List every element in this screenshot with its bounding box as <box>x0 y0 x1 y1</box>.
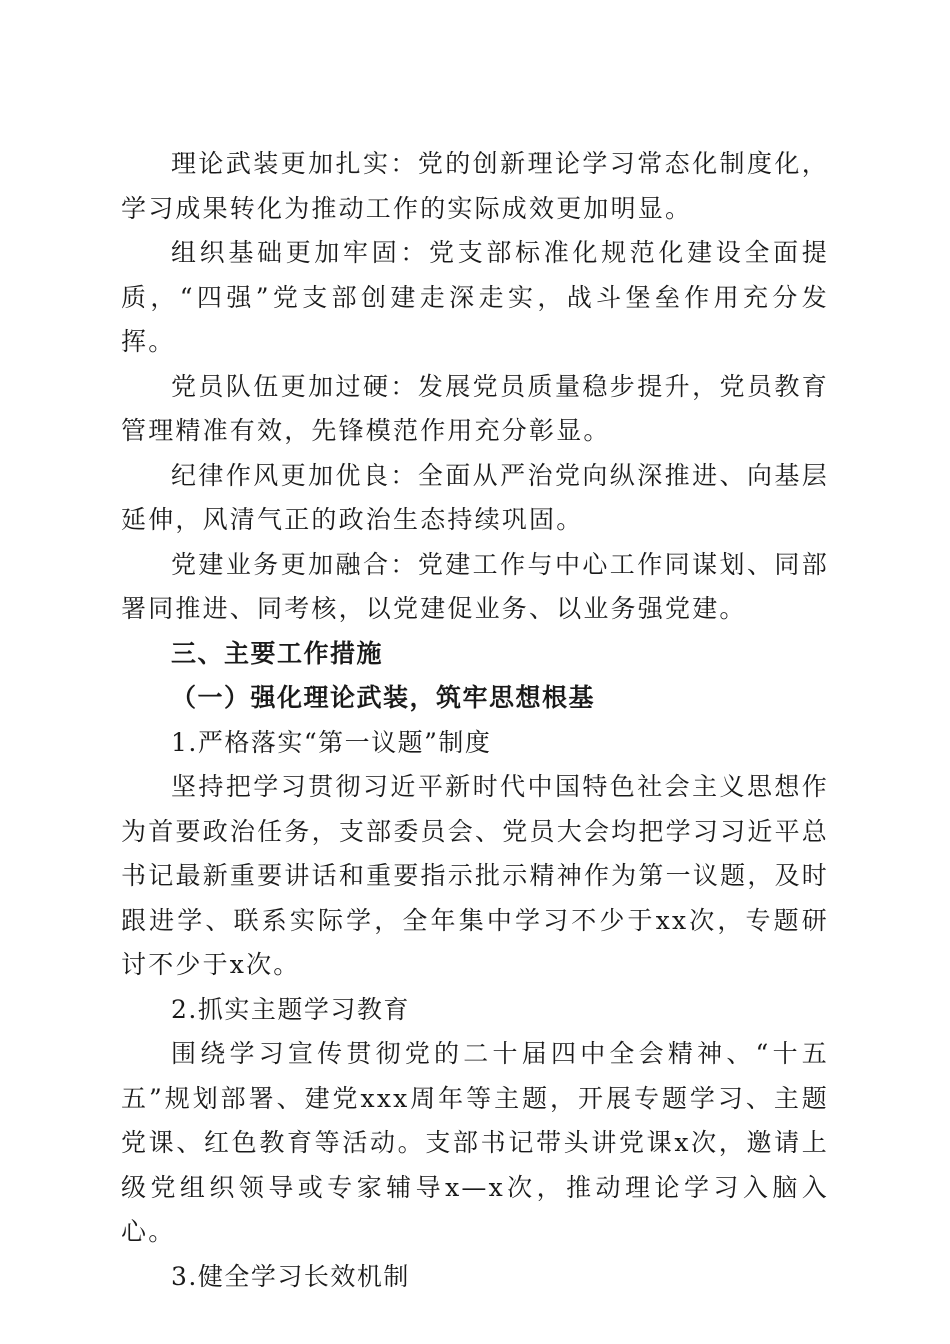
document-body <box>121 142 829 1299</box>
goal-paragraph-discipline: 纪律作风更加优良：全面从严治党向纵深推进、向基层延伸，风清气正的政治生态持续巩固。 <box>121 460 829 534</box>
item-1-title: 1.严格落实“第一议题”制度 <box>171 727 492 757</box>
section-heading: 三、主要工作措施 <box>171 638 384 668</box>
goal-paragraph-members: 党员队伍更加过硬：发展党员质量稳步提升，党员教育管理精准有效，先锋模范作用充分彰显。 <box>121 371 829 445</box>
goal-paragraph-integration: 党建业务更加融合：党建工作与中心工作同谋划、同部署同推进、同考核，以党建促业务、以业务强党建。 <box>121 549 829 623</box>
item-1-body: 坚持把学习贯彻习近平新时代中国特色社会主义思想作为首要政治任务，支部委员会、党员大会均把学习习近平总书记最新重要讲话和重要指示批示精神作为第一议题，及时跟进学、联系实际学，全年集中学习不少于xx次，专题研讨不少于x次。 <box>121 772 829 979</box>
goal-paragraph-organization: 组织基础更加牢固：党支部标准化规范化建设全面提质，“四强”党支部创建走深走实，战斗堡垒作用充分发挥。 <box>121 238 829 356</box>
item-3-title: 3.健全学习长效机制 <box>171 1261 410 1291</box>
goal-paragraph-theory: 理论武装更加扎实：党的创新理论学习常态化制度化，学习成果转化为推动工作的实际成效更加明显。 <box>121 149 829 223</box>
item-2-title: 2.抓实主题学习教育 <box>171 994 410 1024</box>
subsection-heading: （一）强化理论武装，筑牢思想根基 <box>171 683 596 712</box>
item-2-body: 围绕学习宣传贯彻党的二十届四中全会精神、“十五五”规划部署、建党xxx周年等主题，开展专题学习、主题党课、红色教育等活动。支部书记带头讲党课x次，邀请上级党组织领导或专家辅导x—x次，推动理论学习入脑入心。 <box>121 1039 829 1246</box>
